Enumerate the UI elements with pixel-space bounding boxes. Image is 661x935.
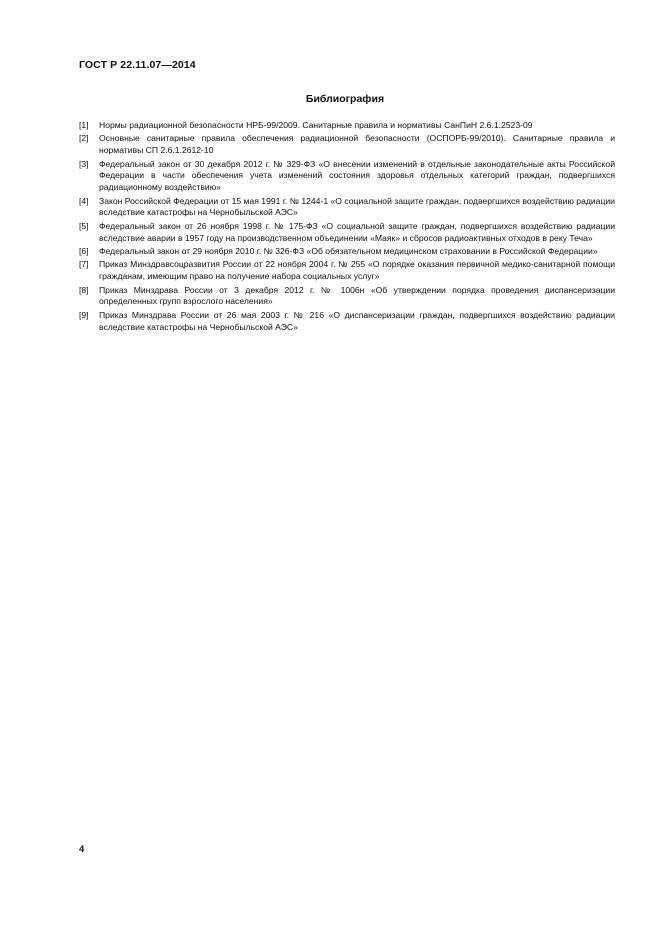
entry-number: [6] — [79, 245, 89, 256]
entry-text: Федеральный закон от 26 ноября 1998 г. № 175-ФЗ «О социальной защите граждан, подвергшихся воздействию радиации вследствие аварии в 1957 году на производственном объединении «Маяк» и сбросов радиоактивных отходов в реку Теча» — [99, 220, 615, 243]
bibliography-entry — [79, 133, 615, 157]
entry-text: Приказ Минздравсоцразвития России от 22 ноября 2004 г. № 255 «О порядке оказания первичной медико-санитарной помощи гражданам, имеющим право на получение набора социальных услуг» — [99, 259, 615, 282]
entry-number: [4] — [79, 195, 89, 206]
entry-text: Приказ Минздрава России от 26 мая 2003 г. № 216 «О диспансеризации граждан, подвергшихся воздействию радиации вследствие катастрофы на Чернобыльской АЭС» — [99, 309, 615, 332]
entry-number: [7] — [79, 259, 89, 270]
bibliography-entry — [79, 159, 615, 194]
entry-number: [3] — [79, 158, 89, 169]
bibliography-entry — [79, 221, 615, 245]
bibliography-entry — [79, 120, 615, 132]
entry-text: Закон Российской Федерации от 15 мая 1991 г. № 1244-1 «О социальной защите граждан, подвергшихся воздействию радиации вследствие катастрофы на Чернобыльской АЭС» — [99, 195, 615, 218]
bibliography-entry — [79, 196, 615, 220]
bibliography-entry — [79, 310, 615, 334]
entry-number: [9] — [79, 309, 89, 320]
entry-text: Приказ Минздрава России от 3 декабря 2012 г. № 1006н «Об утверждении порядка проведения диспансеризации определенных групп взрослого населения» — [99, 284, 615, 307]
entry-number: [5] — [79, 220, 89, 231]
entry-number: [8] — [79, 284, 89, 295]
entry-text: Основные санитарные правила обеспечения радиационной безопасности (ОСПОРБ-99/2010). Санитарные правила и нормативы СП 2.6.1.2612-10 — [99, 133, 615, 156]
bibliography-list — [79, 120, 615, 335]
entry-text: Нормы радиационной безопасности НРБ-99/2009. Санитарные правила и нормативы СанПиН 2.6.1.2523-09 — [99, 120, 533, 130]
bibliography-entry — [79, 285, 615, 309]
entry-text: Федеральный закон от 30 декабря 2012 г. № 329-ФЗ «О внесении изменений в отдельные законодательные акты Российской Федерации в части обеспечения учета изменений состояния здоровья отдельных категорий граждан, подвергшихся радиационному воздействию» — [99, 158, 615, 193]
entry-number: [1] — [79, 120, 89, 130]
page-number: 4 — [79, 844, 85, 855]
entry-text: Федеральный закон от 29 ноября 2010 г. № 326-ФЗ «Об обязательном медицинском страховании в Российской Федерации» — [99, 245, 598, 256]
bibliography-entry — [79, 259, 615, 283]
bibliography-entry — [79, 246, 615, 258]
bibliography-title: Библиография — [305, 93, 385, 105]
entry-number: [2] — [79, 133, 89, 144]
document-code-header: ГОСТ Р 22.11.07—2014 — [79, 59, 196, 71]
